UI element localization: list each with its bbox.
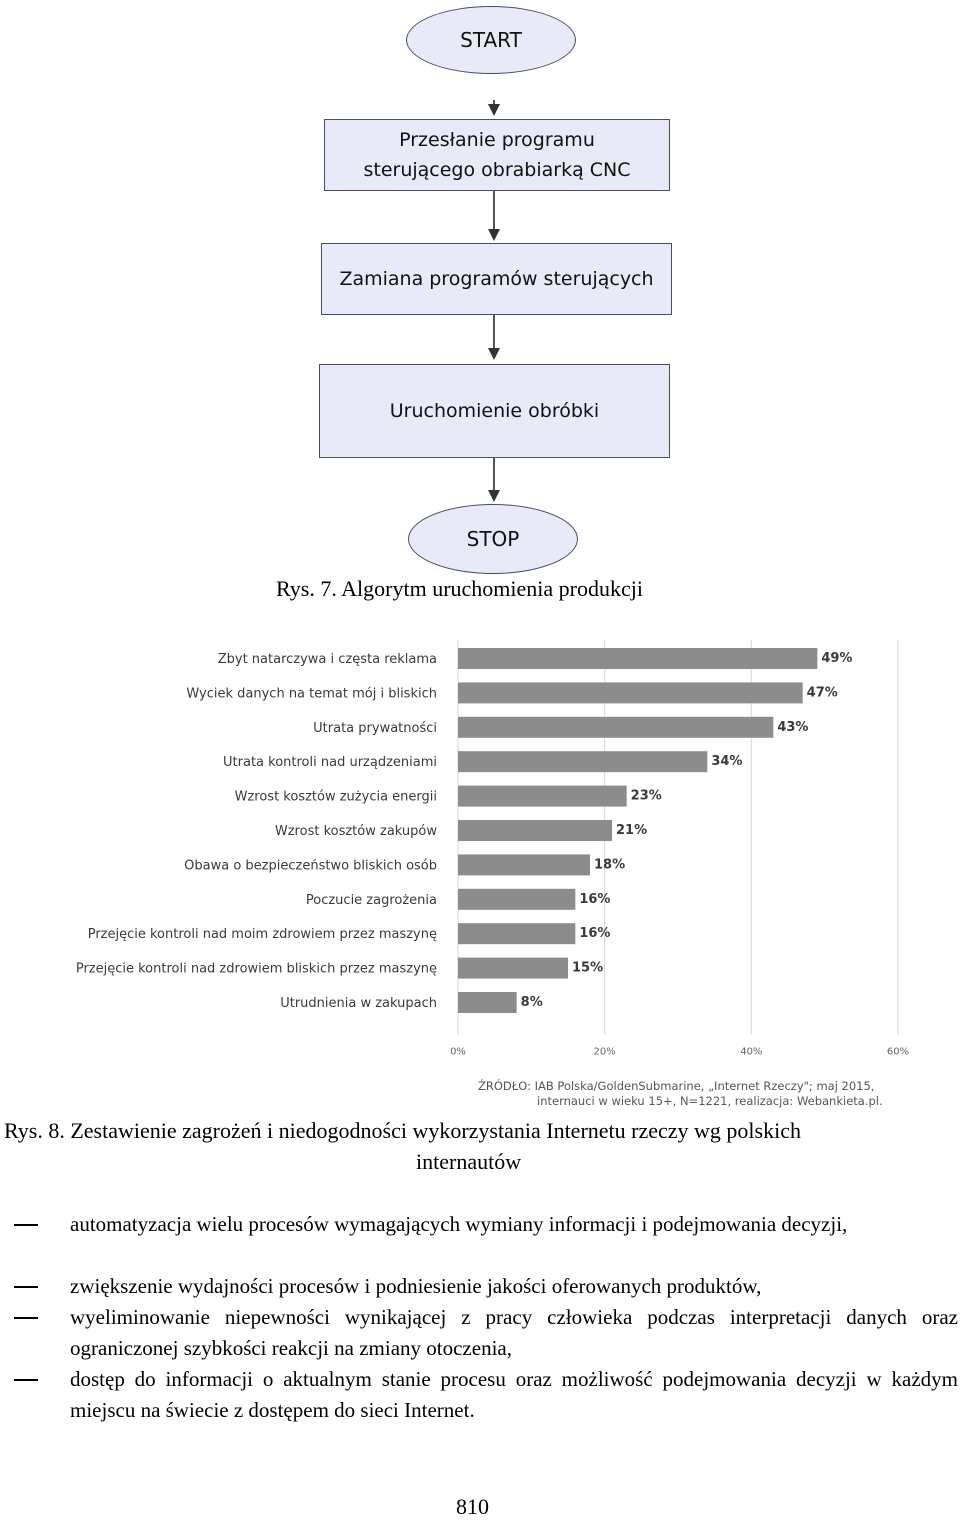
bar [458, 958, 568, 979]
category-label: Obawa o bezpieczeństwo bliskich osób [184, 858, 437, 874]
dash-bullet-icon [14, 1379, 38, 1381]
bar [458, 717, 773, 738]
arrow-down-icon [488, 104, 500, 116]
category-label: Utrata prywatności [313, 720, 437, 736]
value-label: 15% [572, 960, 604, 976]
value-label: 18% [594, 857, 626, 873]
value-label: 21% [616, 823, 648, 838]
page-number: 810 [456, 1494, 489, 1519]
category-label: Przejęcie kontroli nad moim zdrowiem przez maszynę [87, 927, 437, 943]
bar [458, 992, 517, 1013]
x-tick-label: 20% [593, 1046, 616, 1058]
bar [458, 820, 612, 841]
category-label: Wzrost kosztów zużycia energii [234, 789, 437, 805]
dash-bullet-icon [14, 1224, 38, 1226]
list-item: wyeliminowanie niepewności wynikającej z pracy człowieka podczas interpretacji danych oraz ograniczonej szybkości reakcji na zmiany otoczenia, [70, 1305, 958, 1360]
connector-line [493, 457, 495, 493]
flowchart-step-3 [319, 364, 670, 458]
value-label: 43% [777, 719, 809, 735]
value-label: 47% [806, 685, 838, 701]
flowchart-step-label: Uruchomienie obróbki [389, 400, 600, 422]
value-label: 16% [579, 891, 611, 907]
flowchart-stop [408, 504, 578, 574]
flowchart-start-label: START [460, 28, 522, 52]
x-tick-label: 40% [740, 1046, 763, 1058]
bar [458, 682, 803, 703]
category-label: Poczucie zagrożenia [305, 892, 437, 908]
value-label: 34% [711, 754, 743, 770]
value-label: 23% [630, 788, 662, 804]
category-label: Przejęcie kontroli nad zdrowiem bliskich przez maszynę [75, 961, 437, 977]
flowchart-step-label: Zamiana programów sterujących [339, 268, 654, 290]
category-label: Utrudnienia w zakupach [280, 996, 437, 1011]
dash-bullet-icon [14, 1317, 38, 1319]
arrow-down-icon [488, 490, 500, 502]
category-label: Wyciek danych na temat mój i bliskich [186, 686, 437, 702]
bar [458, 923, 575, 944]
category-label: Utrata kontroli nad urządzeniami [223, 755, 437, 771]
bar [458, 854, 590, 875]
bar [458, 648, 817, 669]
chart-source-line-1: ŹRÓDŁO: IAB Polska/GoldenSubmarine, „Internet Rzeczy"; maj 2015, [478, 1079, 875, 1093]
connector-line [493, 190, 495, 234]
value-label: 16% [579, 926, 611, 942]
figure-8-caption-line-2: internautów [416, 1149, 522, 1174]
list-item: automatyzacja wielu procesów wymagających wymiany informacji i podejmowania decyzji, [70, 1212, 848, 1236]
bar [458, 889, 575, 910]
x-tick-label: 60% [886, 1046, 910, 1058]
arrow-down-icon [488, 348, 500, 360]
threats-bar-chart [0, 640, 960, 1110]
value-label: 8% [520, 995, 543, 1010]
bar [458, 786, 627, 807]
bar [458, 751, 707, 772]
chart-source-line-2: internauci w wieku 15+, N=1221, realizacja: Webankieta.pl. [537, 1094, 883, 1108]
value-label: 49% [821, 651, 853, 666]
flowchart-step-2 [321, 243, 672, 315]
arrow-down-icon [488, 229, 500, 241]
figure-8-caption-line-1: Rys. 8. Zestawienie zagrożeń i niedogodności wykorzystania Internetu rzeczy wg polskich [4, 1118, 801, 1143]
flowchart-step-1 [324, 119, 670, 191]
flowchart-start [406, 6, 576, 74]
flowchart-step-label: Przesłanie programu sterującego obrabiarką CNC [363, 129, 631, 181]
category-label: Zbyt natarczywa i częsta reklama [217, 652, 437, 667]
list-item: dostęp do informacji o aktualnym stanie procesu oraz możliwość podejmowania decyzji w każdym miejscu na świecie z dostępem do sieci Internet. [70, 1367, 958, 1422]
figure-7-caption: Rys. 7. Algorytm uruchomienia produkcji [276, 576, 643, 601]
list-item: zwiększenie wydajności procesów i podniesienie jakości oferowanych produktów, [70, 1274, 762, 1298]
flowchart-stop-label: STOP [466, 527, 520, 551]
x-tick-label: 0% [450, 1046, 466, 1058]
dash-bullet-icon [14, 1286, 38, 1288]
category-label: Wzrost kosztów zakupów [274, 824, 437, 839]
